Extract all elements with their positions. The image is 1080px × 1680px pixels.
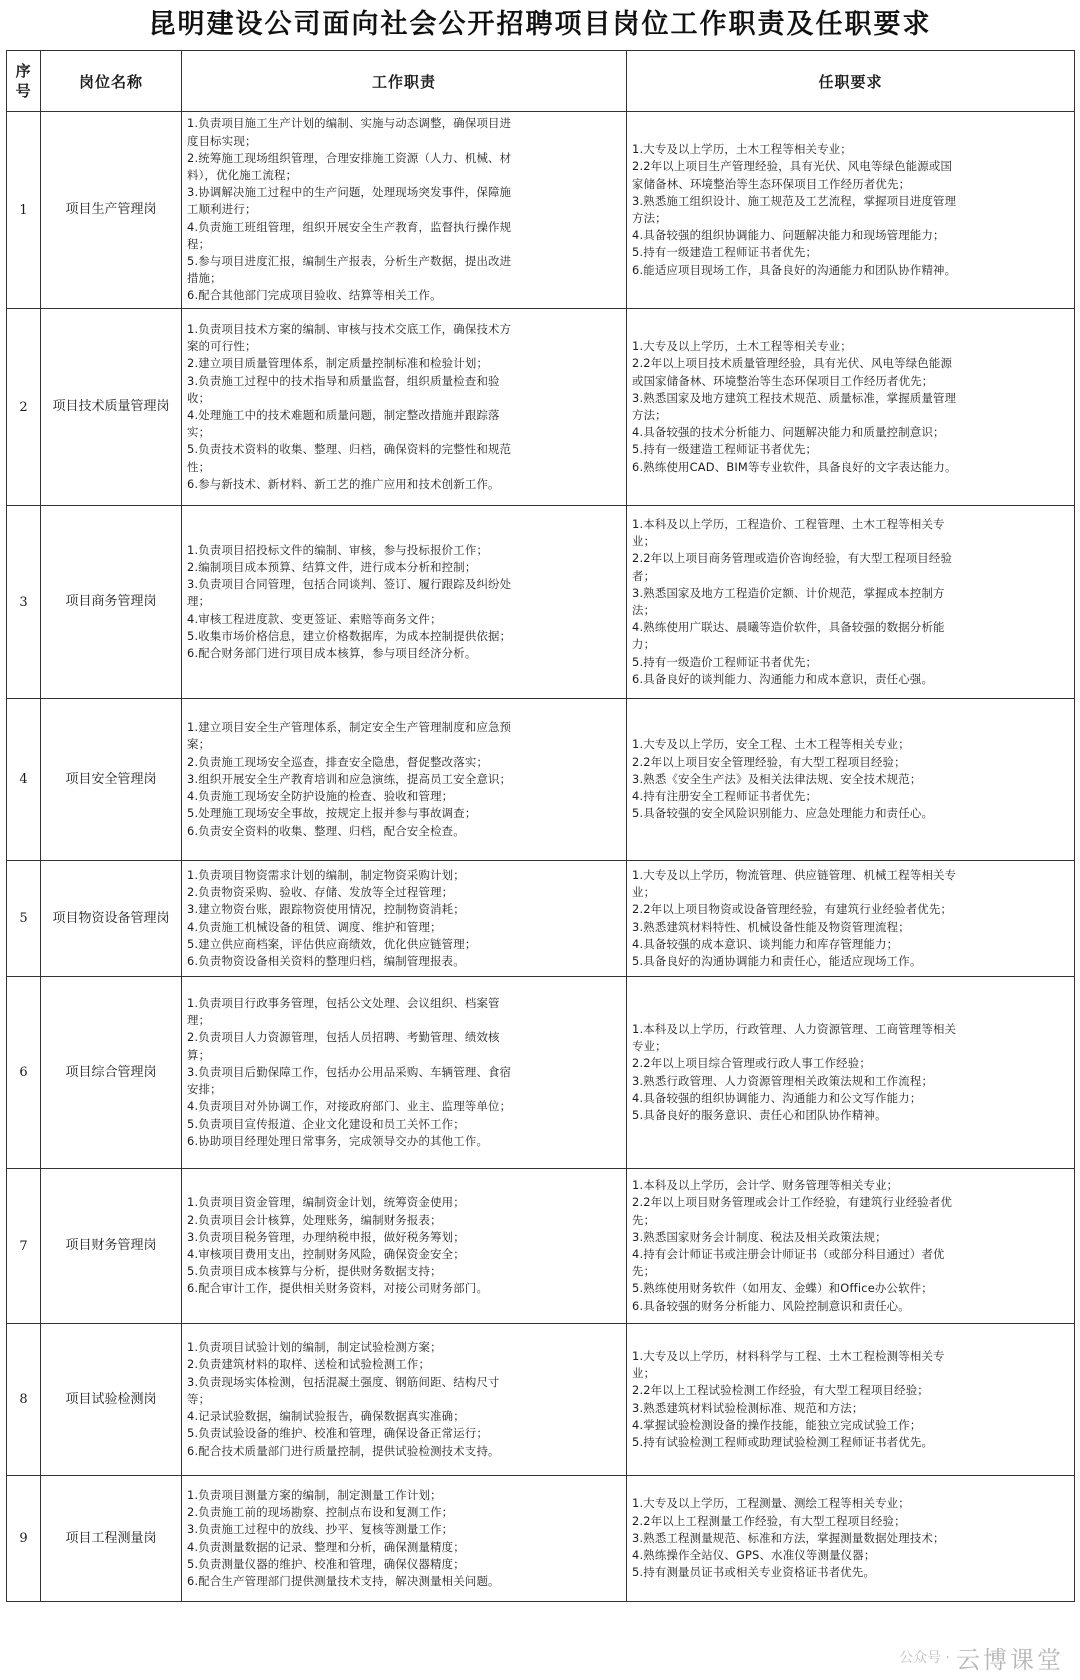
duty-line: 2.建立项目质量管理体系，制定质量控制标准和检验计划；	[187, 356, 489, 371]
duty-line: 程；	[187, 236, 211, 251]
requirement-line: 2.2年以上项目财务管理或会计工作经验，有建筑行业经验者优	[632, 1195, 953, 1210]
requirement-line: 业；	[632, 534, 656, 549]
requirement-line: 业；	[632, 885, 656, 900]
duty-line: 5.负责测量仪器的维护、校准和管理，确保仪器精度；	[187, 1556, 465, 1571]
duty-line: 1.建立项目安全生产管理体系，制定安全生产管理制度和应急预	[187, 720, 512, 735]
duty-line: 1.负责项目招投标文件的编制、审核，参与投标报价工作；	[187, 542, 489, 557]
table-row	[7, 112, 1075, 309]
row-seq: 6	[7, 977, 41, 1169]
row-duties	[182, 112, 627, 309]
requirement-line: 1.大专及以上学历，物流管理、供应链管理、机械工程等相关专	[632, 867, 957, 882]
requirement-line: 6.具备较强的财务分析能力、风险控制意识和责任心。	[632, 1298, 910, 1313]
duty-line: 2.编制项目成本预算、结算文件，进行成本分析和控制；	[187, 559, 477, 574]
duty-line: 4.记录试验数据，编制试验报告，确保数据真实准确；	[187, 1409, 465, 1424]
requirement-line: 3.熟悉建筑材料特性、机械设备性能及物资管理流程；	[632, 919, 910, 934]
row-seq: 3	[7, 506, 41, 699]
row-seq: 1	[7, 112, 41, 309]
duty-line: 理；	[187, 1013, 211, 1028]
duty-line: 4.审核工程进度款、变更签证、索赔等商务文件；	[187, 611, 442, 626]
duty-line: 6.负责物资设备相关资料的整理归档，编制管理报表。	[187, 953, 465, 968]
requirement-line: 5.持有一级建造工程师证书者优先；	[632, 245, 818, 260]
duty-line: 5.参与项目进度汇报，编制生产报表，分析生产数据，提出改进	[187, 254, 512, 268]
duty-line: 5.处理施工现场安全事故，按规定上报并参与事故调查；	[187, 806, 477, 821]
requirement-line: 者；	[632, 568, 656, 583]
requirement-line: 先；	[632, 1212, 656, 1227]
duty-line: 2.负责物资采购、验收、存储、发放等全过程管理；	[187, 885, 454, 900]
row-requirements	[627, 1476, 1075, 1602]
duty-line: 3.负责施工过程中的技术指导和质量监督，组织质量检查和验	[187, 373, 500, 388]
requirement-line: 1.本科及以上学历，工程造价、工程管理、土木工程等相关专	[632, 516, 945, 531]
row-seq: 2	[7, 309, 41, 506]
table-header-row	[7, 51, 1075, 112]
requirement-line: 2.2年以上项目综合管理或行政人事工作经验；	[632, 1056, 871, 1071]
duty-line: 安排；	[187, 1082, 222, 1097]
duty-line: 1.负责项目施工生产计划的编制、实施与动态调整，确保项目进	[187, 116, 512, 131]
requirement-line: 业；	[632, 1366, 656, 1381]
duty-line: 4.负责施工班组管理，组织开展安全生产教育，监督执行操作规	[187, 219, 512, 234]
requirement-line: 1.本科及以上学历，行政管理、人力资源管理、工商管理等相关	[632, 1021, 957, 1036]
row-requirements	[627, 1324, 1075, 1476]
row-requirements	[627, 309, 1075, 506]
row-seq: 5	[7, 861, 41, 977]
table-body	[7, 112, 1075, 1602]
duty-line: 1.负责项目资金管理，编制资金计划，统筹资金使用；	[187, 1195, 465, 1210]
requirement-line: 3.熟悉行政管理、人力资源管理相关政策法规和工作流程；	[632, 1073, 934, 1088]
requirement-line: 2.2年以上项目技术质量管理经验，具有光伏、风电等绿色能源	[632, 356, 953, 371]
requirement-line: 或国家储备林、环境整治等生态环保项目工作经历者优先；	[632, 373, 934, 388]
watermark	[899, 1640, 1064, 1674]
duty-line: 4.负责施工现场安全防护设施的检查、验收和管理；	[187, 789, 454, 804]
requirement-line: 1.大专及以上学历，土木工程等相关专业；	[632, 142, 852, 157]
requirement-line: 1.本科及以上学历，会计学、财务管理等相关专业；	[632, 1178, 899, 1193]
duty-line: 理；	[187, 594, 211, 609]
duty-line: 工顺利进行；	[187, 202, 257, 217]
row-duties	[182, 309, 627, 506]
duty-line: 1.负责项目测量方案的编制，制定测量工作计划；	[187, 1487, 442, 1502]
requirement-line: 4.具备较强的组织协调能力、沟通能力和公文写作能力；	[632, 1090, 922, 1105]
duty-line: 2.统筹施工现场组织管理，合理安排施工资源（人力、机械、材	[187, 150, 512, 165]
requirement-line: 4.具备较强的技术分析能力、问题解决能力和质量控制意识；	[632, 425, 945, 440]
requirement-line: 2.2年以上项目生产管理经验，具有光伏、风电等绿色能源或国	[632, 159, 953, 174]
duty-line: 5.负责技术资料的收集、整理、归档，确保资料的完整性和规范	[187, 442, 512, 457]
duty-line: 3.负责项目后勤保障工作，包括办公用品采购、车辆管理、食宿	[187, 1064, 512, 1079]
duty-line: 实；	[187, 425, 211, 440]
requirement-line: 4.掌握试验检测设备的操作技能，能独立完成试验工作；	[632, 1417, 922, 1432]
requirement-line: 方法；	[632, 211, 667, 225]
duty-line: 5.负责试验设备的维护、校准和管理，确保设备正常运行；	[187, 1426, 489, 1441]
duty-line: 2.负责施工前的现场勘察、控制点布设和复测工作；	[187, 1505, 454, 1520]
duty-line: 措施；	[187, 271, 222, 286]
row-duties	[182, 977, 627, 1169]
duty-line: 6.协助项目经理处理日常事务，完成领导交办的其他工作。	[187, 1133, 489, 1148]
document-title: 昆明建设公司面向社会公开招聘项目岗位工作职责及任职要求	[148, 9, 932, 40]
requirement-line: 5.持有一级建造工程师证书者优先；	[632, 442, 818, 457]
requirement-line: 1.大专及以上学历，土木工程等相关专业；	[632, 339, 852, 354]
row-requirements	[627, 977, 1075, 1169]
row-position-name: 项目商务管理岗	[41, 506, 182, 699]
duty-line: 6.配合审计工作，提供相关财务资料，对接公司财务部门。	[187, 1281, 489, 1296]
row-requirements	[627, 861, 1075, 977]
requirement-line: 力；	[632, 637, 656, 652]
duty-line: 3.负责项目税务管理，办理纳税申报，做好税务筹划；	[187, 1229, 465, 1244]
duty-line: 6.配合财务部门进行项目成本核算，参与项目经济分析。	[187, 646, 477, 660]
duty-line: 5.建立供应商档案，评估供应商绩效，优化供应链管理；	[187, 936, 477, 951]
row-position-name: 项目工程测量岗	[41, 1476, 182, 1602]
duty-line: 6.配合其他部门完成项目验收、结算等相关工作。	[187, 288, 442, 303]
header-seq	[7, 51, 41, 112]
requirement-line: 3.熟悉国家及地方建筑工程技术规范、质量标准，掌握质量管理	[632, 390, 957, 405]
requirement-line: 1.大专及以上学历，安全工程、土木工程等相关专业；	[632, 737, 910, 752]
table-row	[7, 977, 1075, 1169]
duty-line: 料），优化施工流程；	[187, 167, 298, 182]
row-requirements	[627, 1169, 1075, 1324]
requirement-line: 4.持有注册安全工程师证书者优先；	[632, 789, 818, 804]
row-position-name: 项目试验检测岗	[41, 1324, 182, 1476]
row-position-name: 项目物资设备管理岗	[41, 861, 182, 977]
row-requirements	[627, 506, 1075, 699]
duty-line: 1.负责项目物资需求计划的编制，制定物资采购计划；	[187, 867, 465, 882]
duty-line: 2.负责项目会计核算，处理账务，编制财务报表；	[187, 1212, 442, 1227]
duty-line: 2.负责施工现场安全巡查，排查安全隐患，督促整改落实；	[187, 754, 489, 769]
duty-line: 1.负责项目试验计划的编制，制定试验检测方案；	[187, 1340, 442, 1355]
duty-line: 案；	[187, 737, 211, 752]
requirement-line: 5.持有测量员证书或相关专业资格证书者优先。	[632, 1565, 876, 1580]
row-position-name: 项目生产管理岗	[41, 112, 182, 309]
duty-line: 度目标实现；	[187, 133, 257, 148]
duty-line: 案的可行性；	[187, 339, 257, 354]
duty-line: 3.协调解决施工过程中的生产问题，处理现场突发事件，保障施	[187, 185, 512, 200]
requirement-line: 专业；	[632, 1039, 667, 1054]
row-position-name: 项目综合管理岗	[41, 977, 182, 1169]
duty-line: 6.参与新技术、新材料、新工艺的推广应用和技术创新工作。	[187, 476, 500, 491]
duty-line: 3.负责现场实体检测，包括混凝土强度、钢筋间距、结构尺寸	[187, 1374, 500, 1389]
row-duties	[182, 699, 627, 861]
requirement-line: 2.2年以上项目物资或设备管理经验，有建筑行业经验者优先；	[632, 902, 953, 917]
duty-line: 1.负责项目行政事务管理，包括公文处理、会议组织、档案管	[187, 996, 500, 1011]
job-table	[6, 50, 1075, 1602]
duty-line: 6.负责安全资料的收集、整理、归档，配合安全检查。	[187, 823, 465, 838]
duty-line: 1.负责项目技术方案的编制、审核与技术交底工作，确保技术方	[187, 321, 512, 336]
requirement-line: 先；	[632, 1264, 656, 1279]
requirement-line: 6.熟练使用CAD、BIM等专业软件，具备良好的文字表达能力。	[632, 459, 957, 474]
row-seq: 8	[7, 1324, 41, 1476]
duty-line: 3.负责施工过程中的放线、抄平、复核等测量工作；	[187, 1522, 454, 1537]
row-position-name: 项目财务管理岗	[41, 1169, 182, 1324]
row-position-name: 项目技术质量管理岗	[41, 309, 182, 506]
row-requirements	[627, 699, 1075, 861]
row-seq: 4	[7, 699, 41, 861]
row-duties	[182, 1324, 627, 1476]
duty-line: 5.负责项目宣传报道、企业文化建设和员工关怀工作；	[187, 1116, 465, 1131]
duty-line: 收；	[187, 390, 211, 405]
table-row	[7, 309, 1075, 506]
header-requirements: 任职要求	[627, 51, 1075, 112]
requirement-line: 5.具备良好的沟通协调能力和责任心，能适应现场工作。	[632, 953, 922, 968]
row-seq: 7	[7, 1169, 41, 1324]
header-duties: 工作职责	[182, 51, 627, 112]
duty-line: 3.建立物资台账，跟踪物资使用情况，控制物资消耗；	[187, 902, 465, 917]
row-duties	[182, 506, 627, 699]
requirement-line: 1.大专及以上学历，工程测量、测绘工程等相关专业；	[632, 1496, 910, 1511]
table-row	[7, 699, 1075, 861]
duty-line: 等；	[187, 1391, 211, 1406]
requirement-line: 5.具备良好的服务意识、责任心和团队协作精神。	[632, 1107, 887, 1122]
requirement-line: 3.熟悉工程测量规范、标准和方法，掌握测量数据处理技术；	[632, 1530, 945, 1545]
duty-line: 2.负责建筑材料的取样、送检和试验检测工作；	[187, 1357, 431, 1372]
table-row	[7, 1476, 1075, 1602]
requirement-line: 4.具备较强的组织协调能力、问题解决能力和现场管理能力；	[632, 228, 945, 243]
requirement-line: 方法；	[632, 408, 667, 422]
duty-line: 5.负责项目成本核算与分析，提供财务数据支持；	[187, 1264, 442, 1279]
requirement-line: 3.熟悉《安全生产法》及相关法律法规、安全技术规范；	[632, 771, 922, 786]
requirement-line: 1.大专及以上学历，材料科学与工程、土木工程检测等相关专	[632, 1348, 945, 1363]
requirement-line: 3.熟悉国家财务会计制度、税法及相关政策法规；	[632, 1229, 887, 1244]
duty-line: 2.负责项目人力资源管理，包括人员招聘、考勤管理、绩效核	[187, 1030, 500, 1045]
duty-line: 6.配合技术质量部门进行质量控制，提供试验检测技术支持。	[187, 1443, 500, 1458]
duty-line: 性；	[187, 459, 211, 474]
duty-line: 4.审核项目费用支出，控制财务风险，确保资金安全；	[187, 1247, 465, 1261]
requirement-line: 2.2年以上项目商务管理或造价咨询经验，有大型工程项目经验	[632, 551, 953, 566]
requirement-line: 4.熟练使用广联达、晨曦等造价软件，具备较强的数据分析能	[632, 620, 945, 635]
requirement-line: 5.熟练使用财务软件（如用友、金蝶）和Office办公软件；	[632, 1281, 933, 1296]
requirement-line: 5.具备较强的安全风险识别能力、应急处理能力和责任心。	[632, 806, 934, 821]
row-duties	[182, 861, 627, 977]
duty-line: 4.负责施工机械设备的租赁、调度、维护和管理；	[187, 919, 442, 934]
duty-line: 5.收集市场价格信息，建立价格数据库，为成本控制提供依据；	[187, 628, 512, 643]
row-duties	[182, 1476, 627, 1602]
requirement-line: 4.熟练操作全站仪、GPS、水准仪等测量仪器；	[632, 1548, 876, 1563]
requirement-line: 4.持有会计师证书或注册会计师证书（或部分科目通过）者优	[632, 1247, 945, 1261]
requirement-line: 5.持有一级造价工程师证书者优先；	[632, 654, 818, 669]
requirement-line: 6.具备良好的谈判能力、沟通能力和成本意识，责任心强。	[632, 671, 934, 686]
duty-line: 算；	[187, 1047, 211, 1062]
requirement-line: 6.能适应项目现场工作，具备良好的沟通能力和团队协作精神。	[632, 262, 957, 277]
row-requirements	[627, 112, 1075, 309]
header-seq-text: 序号	[15, 62, 32, 100]
table-row	[7, 506, 1075, 699]
duty-line: 4.负责测量数据的记录、整理和分析，确保测量精度；	[187, 1539, 465, 1554]
table-row	[7, 1324, 1075, 1476]
requirement-line: 3.熟悉国家及地方工程造价定额、计价规范，掌握成本控制方	[632, 585, 945, 600]
row-seq: 9	[7, 1476, 41, 1602]
requirement-line: 4.具备较强的成本意识、谈判能力和库存管理能力；	[632, 936, 899, 951]
requirement-line: 2.2年以上项目安全管理经验，有大型工程项目经验；	[632, 754, 906, 769]
duty-line: 3.组织开展安全生产教育培训和应急演练，提高员工安全意识；	[187, 771, 512, 786]
requirement-line: 2.2年以上工程测量工作经验，有大型工程项目经验；	[632, 1513, 906, 1528]
row-position-name: 项目安全管理岗	[41, 699, 182, 861]
duty-line: 3.负责项目合同管理，包括合同谈判、签订、履行跟踪及纠纷处	[187, 577, 512, 592]
table-row	[7, 861, 1075, 977]
requirement-line: 法；	[632, 603, 656, 617]
watermark-prefix: 公众号 ·	[899, 1650, 950, 1666]
header-position-name: 岗位名称	[41, 51, 182, 112]
duty-line: 4.处理施工中的技术难题和质量问题，制定整改措施并跟踪落	[187, 408, 500, 422]
requirement-line: 2.2年以上工程试验检测工作经验，有大型工程项目经验；	[632, 1383, 929, 1398]
duty-line: 4.负责项目对外协调工作，对接政府部门、业主、监理等单位；	[187, 1099, 512, 1114]
requirement-line: 5.持有试验检测工程师或助理试验检测工程师证书者优先。	[632, 1434, 934, 1449]
watermark-text: 云博课堂	[956, 1645, 1064, 1674]
row-duties	[182, 1169, 627, 1324]
requirement-line: 3.熟悉施工组织设计、施工规范及工艺流程，掌握项目进度管理	[632, 193, 957, 208]
requirement-line: 3.熟悉建筑材料试验检测标准、规范和方法；	[632, 1400, 864, 1415]
duty-line: 6.配合生产管理部门提供测量技术支持，解决测量相关问题。	[187, 1573, 500, 1588]
requirement-line: 家储备林、环境整治等生态环保项目工作经历者优先；	[632, 176, 911, 191]
table-row	[7, 1169, 1075, 1324]
